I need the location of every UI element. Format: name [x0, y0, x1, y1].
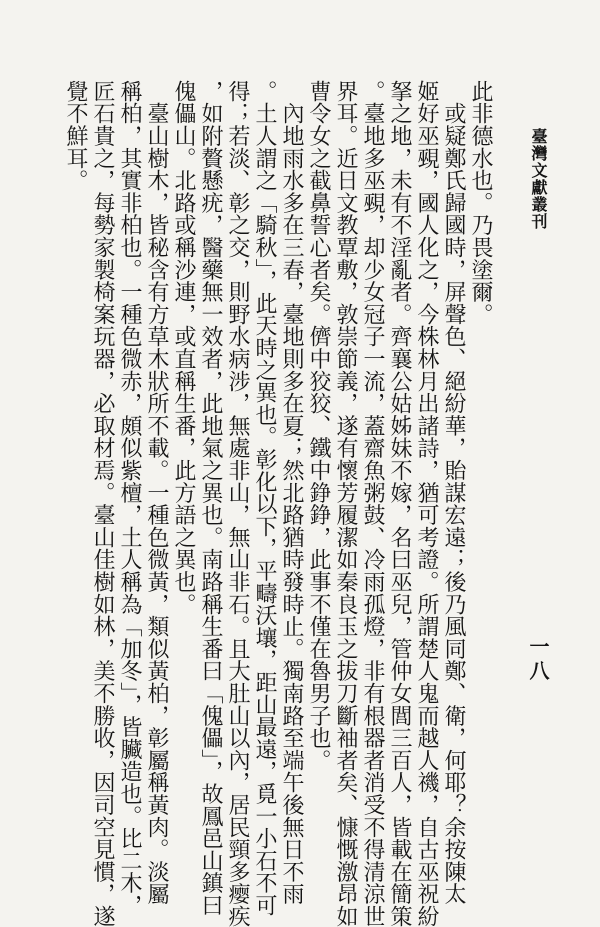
text-column: 臺山樹木，皆秘含有方草木狀所不載。一種色微黃，類似黃柏，彰屬稱黃肉。淡屬: [144, 80, 169, 906]
book-series-title: 臺灣文獻叢刊: [529, 128, 548, 230]
text-column: 或疑鄭氏歸國時，屏聲色、絕紛華，貽謀宏遠；後乃風同鄭、衛，何耶？余按陳太: [441, 80, 466, 906]
text-column: 。土人謂之「騎秋」，此天時之異也。彰化以下，平疇沃壤，距山最遠，覓一小石不可: [252, 80, 277, 917]
text-column: 姬好巫覡，國人化之，今株林月出諸詩，猶可考證。所謂楚人鬼而越人禨，自古巫祝紛: [414, 80, 439, 927]
text-column: ，如附贅懸疣，醫藥無一效者，此地氣之異也。南路稱生番曰「傀儡」，故鳳邑山鎮曰: [198, 80, 223, 917]
text-column: 拏之地，未有不淫亂者。齊襄公姑姊妹不嫁，名曰巫兒，管仲女閭三百人，皆載在簡策: [387, 80, 412, 927]
text-column: 此非德水也。乃畏塗爾。: [468, 80, 493, 326]
text-column: 得；若淡、彰之交，則野水病涉，無處非山，無山非石。且大肚山以內，居民頸多瘿疾: [225, 80, 250, 927]
text-column: 。臺地多巫覡，却少女冠子一流，蓋齋魚粥鼓、冷雨孤燈，非有根器者消受不得清涼世: [360, 80, 385, 927]
text-column: 曹令女之截鼻誓心者矣。儕中狡狡、鐵中錚錚，此事不僅在魯男子也。: [306, 80, 331, 772]
text-column: 內地雨水多在三春，臺地則多在夏；然北路猶時發時止。獨南路至端午後無日不雨: [279, 80, 304, 906]
text-column: 匠石貴之，每勢家製椅案玩器，必取材焉。臺山佳樹如林，美不勝收，因司空見慣，遂: [90, 80, 115, 927]
text-column: 覺不鮮耳。: [63, 80, 88, 192]
page-number: 一八: [526, 636, 550, 684]
text-column: 稱柏，其實非柏也。一種色微赤，頗似紫檀，土人稱為「加冬」，皆臟造也。比二木，: [117, 80, 142, 917]
text-column: 界耳。近日文教覃敷，敦崇節義，遂有懷芳履潔如秦良玉之拔刀斷袖者矣、慷慨激昂如: [333, 80, 358, 927]
text-column: 傀儡山。北路或稱沙連，或直稱生番，此方語之異也。: [171, 80, 196, 616]
